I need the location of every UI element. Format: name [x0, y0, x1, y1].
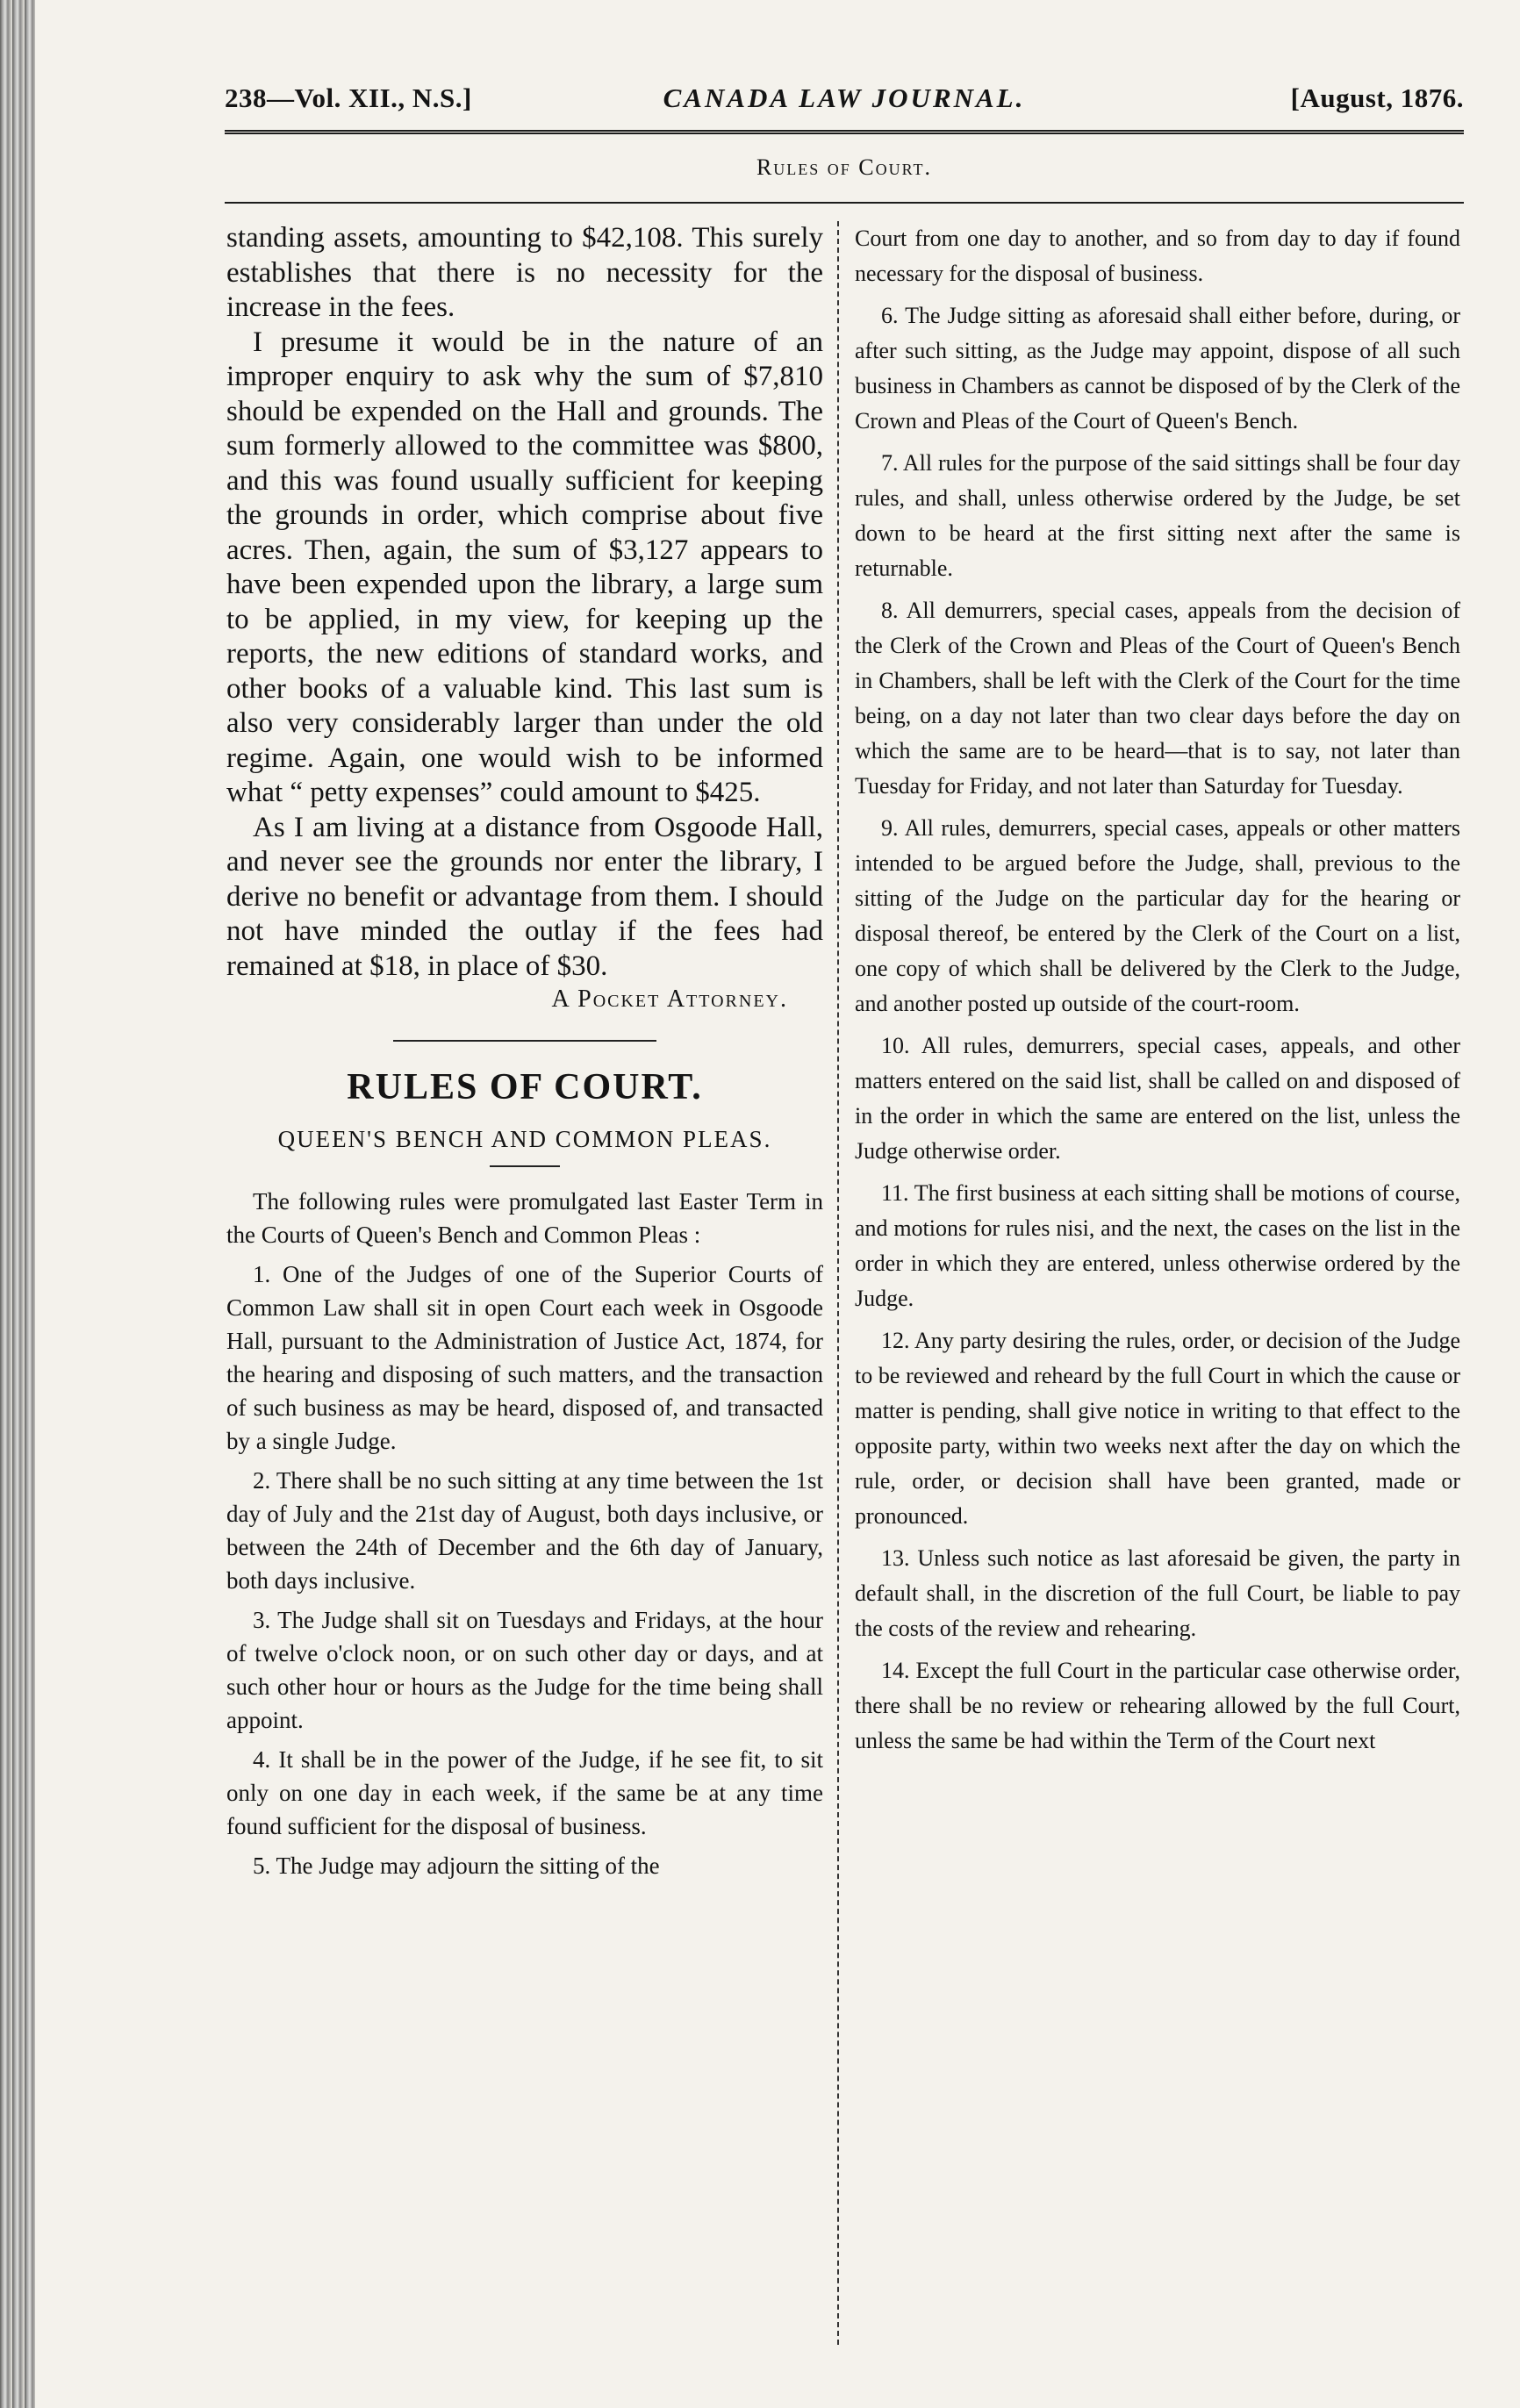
- rule-item: 10. All rules, demurrers, special cases, appeals, and other matters entered on the said list, shall be called on and disposed of in the order in which the same are entered on the list, unless the Judge otherwise order.: [855, 1033, 1460, 1164]
- section-rule: [225, 202, 1464, 204]
- subtitle-rule: [490, 1165, 560, 1167]
- letter-paragraph: As I am living at a distance from Osgoode Hall, and never see the grounds nor enter the library, I derive no benefit or advantage from them. I should not have minded the outlay if the fees had remained at $18, in place of $30.: [226, 811, 823, 982]
- rules-list-right: [855, 221, 1460, 1759]
- rules-list-left: [226, 1185, 823, 1882]
- rule-item: 13. Unless such notice as last aforesaid be given, the party in default shall, in the discretion of the full Court, be liable to pay the costs of the review and rehearing.: [855, 1545, 1460, 1641]
- column-divider: [837, 221, 839, 2345]
- rule-item: 5. The Judge may adjourn the sitting of the: [253, 1853, 660, 1879]
- rule-item: 8. All demurrers, special cases, appeals from the decision of the Clerk of the Crown and Pleas of the Court of Queen's Bench in Chambers, shall be left with the Clerk of the Court for the time being, on a day not later than two clear days before the day on which the same are to be heard—that is to say, not later than Tuesday for Friday, and not later than Saturday for Tuesday.: [855, 598, 1460, 799]
- issue-date: [August, 1876.: [1290, 82, 1464, 113]
- rule-item: 12. Any party desiring the rules, order, or decision of the Judge to be reviewed and reheard by the full Court in which the cause or matter is pending, shall give notice in writing to that effect to the opposite party, within two weeks next after the day on which the rule, order, or decision shall have been granted, made or pronounced.: [855, 1328, 1460, 1529]
- article-separator: [393, 1040, 656, 1042]
- rule-item: 2. There shall be no such sitting at any time between the 1st day of July and the 21st day of August, both days inclusive, or between the 24th of December and the 6th day of January, both days inclusive.: [226, 1467, 823, 1594]
- letter-paragraph: I presume it would be in the nature of an improper enquiry to ask why the sum of $7,810 should be expended on the Hall and grounds. The sum formerly allowed to the committee was $800, and this was found usually sufficient for keeping the grounds in order, which comprise about five acres. Then, again, the sum of $3,127 appears to have been expended upon the library, a large sum to be applied, in my view, for keeping up the reports, the new editions of standard works, and other books of a valuable kind. This last sum is also very considerably larger than under the old regime. Again, one would wish to be informed what “ petty expenses” could amount to $425.: [226, 326, 823, 808]
- rule-item: 7. All rules for the purpose of the said sittings shall be four day rules, and shall, unless otherwise ordered by the Judge, be set down to be heard at the first sitting next after the same is returnable.: [855, 450, 1460, 581]
- page-volume: 238—Vol. XII., N.S.]: [225, 82, 472, 113]
- letter-body: [226, 221, 823, 984]
- left-column: [226, 221, 823, 1888]
- right-column: [855, 221, 1460, 1766]
- rule-item: 11. The first business at each sitting shall be motions of course, and motions for rules nisi, and the next, the cases on the list in the order in which they are entered, unless otherwise ordered by the Judge.: [855, 1180, 1460, 1311]
- header-rule: [225, 130, 1464, 134]
- rules-title: RULES OF COURT.: [347, 1067, 703, 1107]
- rule-item: 9. All rules, demurrers, special cases, appeals or other matters intended to be argued before the Judge, shall, previous to the sitting of the Judge on the particular day for the hearing or disposal thereof, be entered by the Clerk of the Court on a list, one copy of which shall be delivered by the Clerk to the Judge, and another posted up outside of the court-room.: [855, 815, 1460, 1016]
- page-binding-edge: [0, 0, 35, 2408]
- rule-item: 6. The Judge sitting as aforesaid shall either before, during, or after such sitting, as the Judge may appoint, dispose of all such business in Chambers as cannot be disposed of by the Clerk of the Crown and Pleas of the Court of Queen's Bench.: [855, 303, 1460, 434]
- letter-paragraph: standing assets, amounting to $42,108. This surely establishes that there is no necessity for the increase in the fees.: [226, 222, 823, 323]
- rule-item: 1. One of the Judges of one of the Superior Courts of Common Law shall sit in open Court each week in Osgoode Hall, pursuant to the Administration of Justice Act, 1874, for the hearing and disposing of such matters, and the transaction of such business as may be heard, disposed of, and transacted by a single Judge.: [226, 1261, 823, 1454]
- rule-item: 4. It shall be in the power of the Judge, if he see fit, to sit only on one day in each week, if the same be at any time found sufficient for the disposal of business.: [226, 1746, 823, 1839]
- section-head: Rules of Court.: [756, 154, 933, 180]
- running-head: [225, 82, 1464, 121]
- journal-title: CANADA LAW JOURNAL.: [663, 82, 1026, 113]
- rules-intro: The following rules were promulgated last Easter Term in the Courts of Queen's Bench and Common Pleas :: [226, 1188, 823, 1248]
- rule-continuation: Court from one day to another, and so from day to day if found necessary for the disposal of business.: [855, 226, 1460, 286]
- rule-item: 3. The Judge shall sit on Tuesdays and Fridays, at the hour of twelve o'clock noon, or on such other day or days, and at such other hour or hours as the Judge for the time being shall appoint.: [226, 1607, 823, 1733]
- rules-subtitle: QUEEN'S BENCH AND COMMON PLEAS.: [277, 1126, 772, 1152]
- rule-item: 14. Except the full Court in the particular case otherwise order, there shall be no review or rehearing allowed by the full Court, unless the same be had within the Term of the Court next: [855, 1658, 1460, 1753]
- letter-signature: A Pocket Attorney.: [551, 985, 788, 1013]
